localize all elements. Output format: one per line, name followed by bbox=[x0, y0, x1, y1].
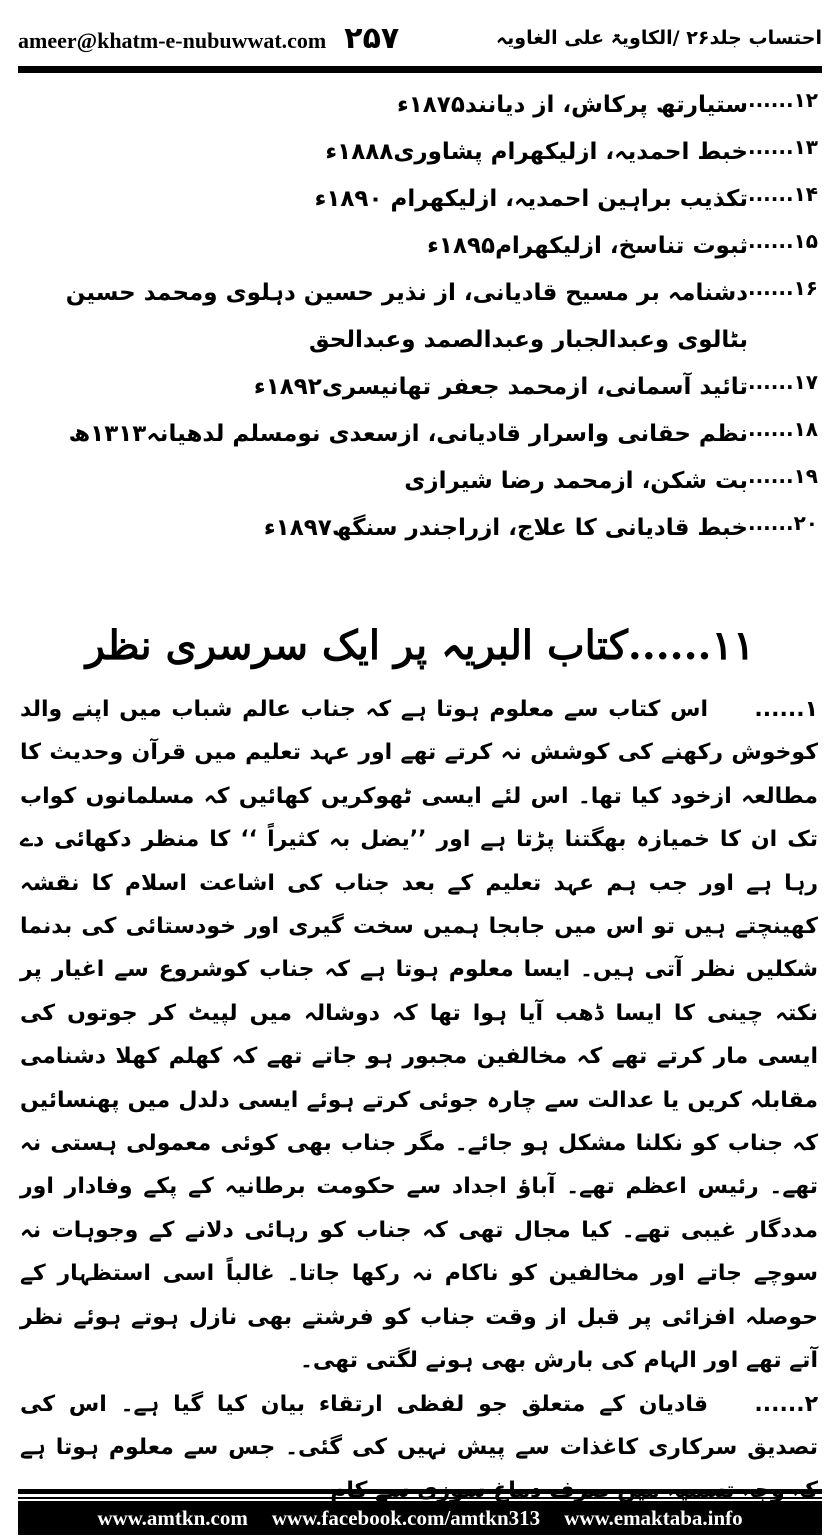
list-item-number: ۱۳...... bbox=[747, 135, 818, 159]
header-email: ameer@khatm-e-nubuwwat.com bbox=[18, 27, 327, 53]
list-item-text: تکذیب براہین احمدیہ، ازلیکھرام ۱۸۹۰ء bbox=[314, 186, 748, 212]
footer-rule bbox=[18, 1489, 822, 1494]
header-left bbox=[18, 21, 399, 56]
list-item bbox=[18, 411, 818, 458]
list-item-text: خبط قادیانی کا علاج، ازراجندر سنگھ۱۸۹۷ء bbox=[263, 515, 748, 541]
paragraph-text: قادیان کے متعلق جو لفظی ارتقاء بیان کیا گیا ہے۔ اس کی تصدیق سرکاری کاغذات سے پیش نہیں کی گئی۔ جس سے معلوم ہوتا ہے bbox=[20, 1391, 818, 1460]
list-item-text: ستیارتھ پرکاش، از دیانند۱۸۷۵ء bbox=[396, 92, 748, 118]
list-item-number: ۱۸...... bbox=[747, 417, 818, 441]
list-item-text: خبط احمدیہ، ازلیکھرام پشاوری۱۸۸۸ء bbox=[325, 139, 748, 165]
page-header bbox=[18, 14, 822, 62]
footer-link-amtkn[interactable]: www.amtkn.com bbox=[97, 1505, 248, 1530]
list-item-number: ۱۲...... bbox=[747, 88, 818, 112]
list-item bbox=[18, 176, 818, 223]
list-item bbox=[18, 270, 818, 364]
list-item-text: تائید آسمانی، ازمحمد جعفر تھانیسری۱۸۹۲ء bbox=[253, 374, 748, 400]
paragraph bbox=[20, 688, 818, 1383]
header-rule bbox=[18, 66, 822, 73]
list-item-text: دشنامہ بر مسیح قادیانی، از نذیر حسین دہلوی ومحمد حسین بٹالوی وعبدالجبار وعبدالصمد وعبدالحق bbox=[65, 280, 748, 353]
list-item-number: ۱۵...... bbox=[747, 229, 818, 253]
list-item-number: ۱۴...... bbox=[747, 182, 818, 206]
list-item-number: ۱۹...... bbox=[747, 464, 818, 488]
list-item-number: ۱۶...... bbox=[747, 276, 818, 300]
paragraph-number: ۱...... bbox=[754, 697, 818, 722]
list-item-text: بت شکن، ازمحمد رضا شیرازی bbox=[404, 468, 748, 494]
paragraph-text: اس کتاب سے معلوم ہوتا ہے کہ جناب عالم شباب میں اپنے والد کوخوش رکھنے کی کوشش نہ کرتے تھے اور عہد تعلیم میں قرآن وحدیث کا مطالعہ ازخود کیا تھا۔ اس لئے ایسی ٹھوکریں کھائیں کہ مسلمانوں کواب تک ان کا خمیازہ بھگتنا پڑتا ہے اور ’’یضل بہ کثیراً ‘‘ کا منظر دکھائی دے رہا ہے اور جب ہم عہد تعلیم کے بعد جناب کی اشاعت اسلام کا نقشہ کھینچتے ہیں تو اس میں جابجا ہمیں سخت گیری اور خودستائی کی بدنما شکلیں نظر آتی ہیں۔ ایسا معلوم ہوتا ہے کہ جناب کوشروع سے اغیار پر نکتہ چینی کا ایسا ڈھب آیا ہوا تھا کہ دوشالہ میں لپیٹ کر جوتوں کی ایسی مار کرتے تھے کہ مخالفین مجبور ہو جاتے تھے کہ کھلم کھلا دشنامی مقابلہ کریں یا عدالت سے چارہ جوئی کرتے ہوئے ایسی دلدل میں پھنسائیں کہ جناب کو نکلنا مشکل ہو جائے۔ مگر جناب بھی کوئی معمولی ہستی نہ تھے۔ رئیس اعظم تھے۔ آباؤ اجداد سے حکومت برطانیہ کے پکے وفادار اور مددگار غیبی تھے۔ کیا مجال تھی کہ جناب کو رہائی دلانے کے وجوہات نہ سوچے جاتے اور مخالفین کو ناکام نہ رکھا جاتا۔ غالباً اسی استظہار کے حوصلہ افزائی پر قبل از وقت جناب کو فرشتے بھی نازل ہوتے ہوئے نظر آتے تھے اور الہام کی بارش بھی ہونے لگتی تھی۔ bbox=[20, 697, 818, 1374]
footer-rule bbox=[18, 1497, 822, 1499]
list-item-number: ۲۰...... bbox=[747, 511, 818, 535]
section-title: ۱۱......کتاب البریہ پر ایک سرسری نظر bbox=[85, 622, 755, 669]
list-item bbox=[18, 223, 818, 270]
footer-bar bbox=[18, 1501, 822, 1535]
list-item-number: ۱۷...... bbox=[747, 370, 818, 394]
book-list bbox=[18, 82, 818, 552]
list-item bbox=[18, 82, 818, 129]
footer-link-facebook[interactable]: www.facebook.com/amtkn313 bbox=[271, 1505, 541, 1530]
list-item bbox=[18, 364, 818, 411]
running-head: احتساب جلد۲۶ /الکاویۃ علی الغاویہ bbox=[496, 27, 822, 49]
list-item bbox=[18, 458, 818, 505]
footer-link-emaktaba[interactable]: www.emaktaba.info bbox=[564, 1505, 743, 1530]
list-item bbox=[18, 505, 818, 552]
article-body bbox=[20, 688, 818, 1513]
paragraph-number: ۲...... bbox=[754, 1391, 818, 1417]
page-number: ۲۵۷ bbox=[344, 20, 400, 56]
list-item-text: ثبوت تناسخ، ازلیکھرام۱۸۹۵ء bbox=[427, 233, 748, 259]
list-item-text: نظم حقانی واسرار قادیانی، ازسعدی نومسلم لدھیانہ۱۳۱۳ھ bbox=[68, 421, 748, 447]
list-item bbox=[18, 129, 818, 176]
